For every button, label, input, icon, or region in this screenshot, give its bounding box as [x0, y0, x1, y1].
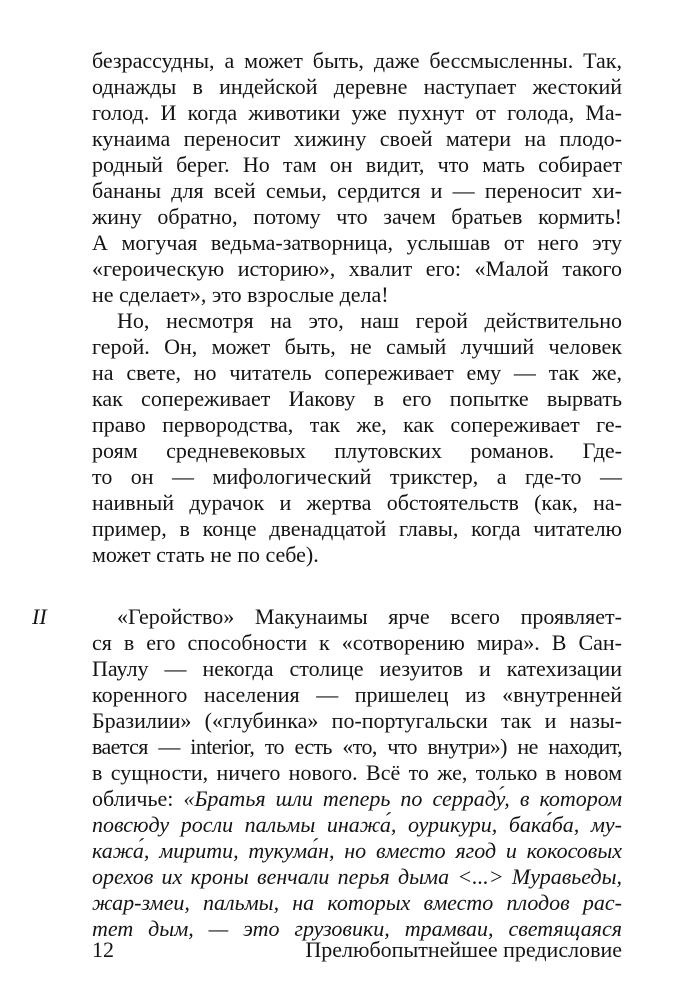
text-line: голод. И когда животики уже пухнут от голода, Ма-	[92, 100, 622, 125]
quote-line: повсюду росли пальмы инажа́, оурикури, бака́ба, му-	[92, 812, 622, 837]
text-line: коренного населения — пришелец из «внутренней	[92, 682, 622, 707]
section-marker: II	[32, 604, 47, 629]
text-line: герой. Он, может быть, не самый лучший человек	[92, 334, 622, 359]
text-line: не сделает», это взрослые дела!	[92, 282, 389, 307]
quote-line: тет дым, — это грузовики, трамваи, светящаяся	[92, 916, 622, 941]
quote-line: кажа́, мирити, тукума́н, но вместо ягод и кокосовых	[92, 838, 622, 863]
text-line: однажды в индейской деревне наступает жестокий	[92, 74, 622, 99]
text-line: ся в его способности к «сотворению мира». В Сан-	[92, 630, 622, 655]
quote-line: жар-змеи, пальмы, на которых вместо плодов рас-	[92, 890, 622, 915]
text-line: как сопереживает Иакову в его попытке вырвать	[92, 386, 622, 411]
text-line: может стать не по себе).	[92, 542, 319, 567]
text-line: родный берег. Но там он видит, что мать собирает	[92, 152, 622, 177]
text-line: безрассудны, а может быть, даже бессмысленны. Так,	[92, 48, 622, 73]
text-line: право первородства, так же, как сопереживает ге-	[92, 412, 622, 437]
text-line: роям средневековых плутовских романов. Где-	[92, 438, 622, 463]
text-line: жину обратно, потому что зачем братьев кормить!	[92, 204, 622, 229]
text-line: кунаима переносит хижину своей матери на плодо-	[92, 126, 622, 151]
text-line: «героическую историю», хвалит его: «Малой такого	[92, 256, 622, 281]
text-line: бананы для всей семьи, сердится и — переносит хи-	[92, 178, 622, 203]
text-line: в сущности, ничего нового. Всё то же, только в новом	[92, 760, 622, 785]
text-line: А могучая ведьма-затворница, услышав от него эту	[92, 230, 622, 255]
text-line	[92, 786, 622, 812]
text-line: наивный дурачок и жертва обстоятельств (как, на-	[92, 490, 622, 515]
text-line: пример, в конце двенадцатой главы, когда читателю	[92, 516, 622, 541]
text-segment: обличье:	[92, 786, 184, 811]
text-line: на свете, но читатель сопереживает ему — так же,	[92, 360, 622, 385]
text-line: Но, несмотря на это, наш герой действительно	[117, 308, 622, 333]
quote-line: орехов их кроны венчали перья дыма <...> Муравьеды,	[92, 864, 622, 889]
text-line: то он — мифологический трикстер, а где-то —	[92, 464, 622, 489]
text-line: «Геройство» Макунаимы ярче всего проявляет-	[117, 604, 622, 629]
running-title: Прелюбопытнейшее предисловие	[305, 937, 622, 962]
page-number: 12	[92, 937, 114, 962]
quote-segment: «Братья шли теперь по серраду́, в котором	[183, 786, 622, 811]
text-line: вается — interior, то есть «то, что внутри») не находит,	[92, 734, 622, 759]
text-line: Паулу — некогда столице иезуитов и катехизации	[92, 656, 622, 681]
text-line: Бразилии» («глубинка» по-португальски так и назы-	[92, 708, 622, 733]
